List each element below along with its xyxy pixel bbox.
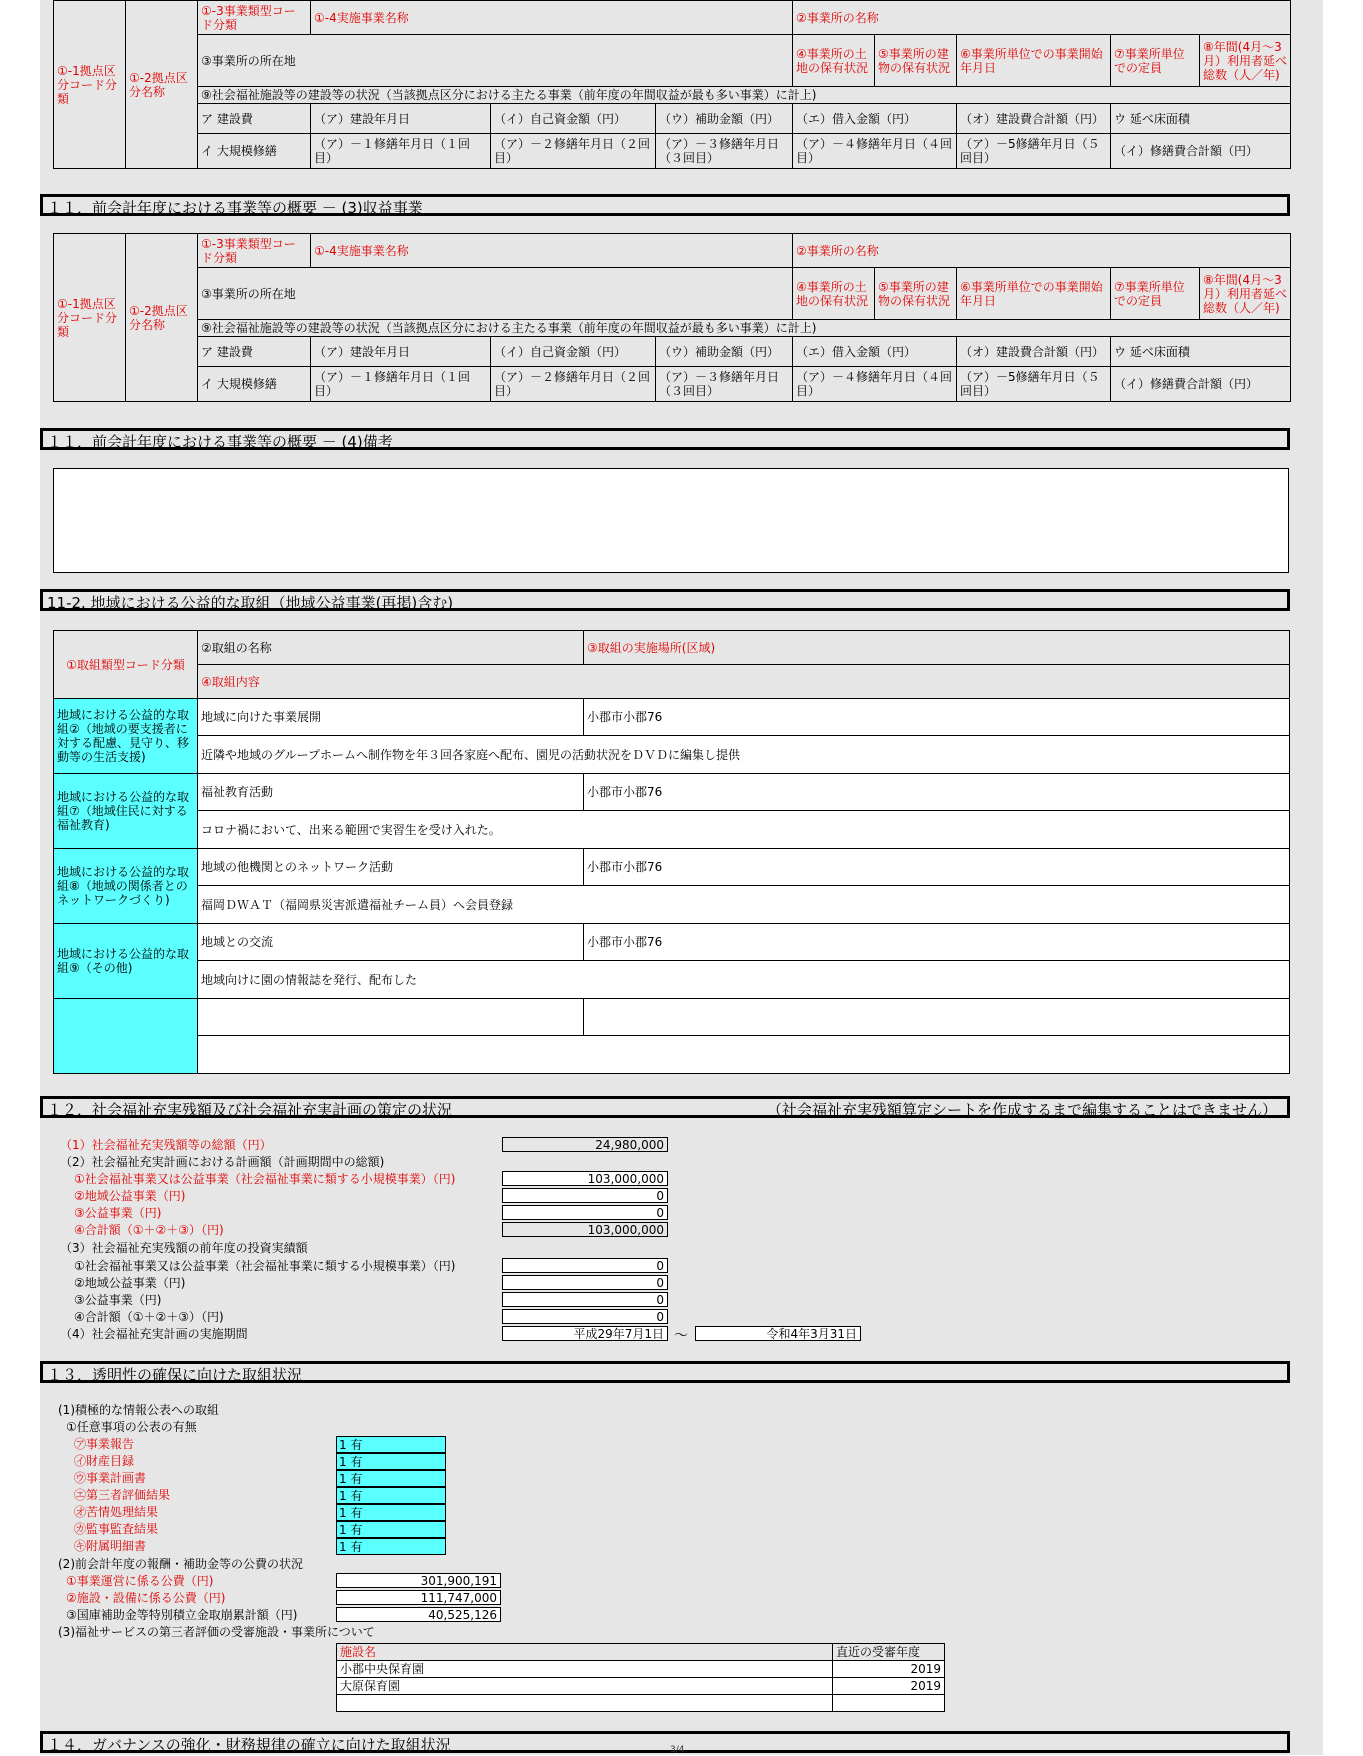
initiative-type-cell[interactable]: 地域における公益的な取組⑨（その他) [54,924,198,999]
construction-status-header: ⑨社会福祉施設等の建設等の状況（当該拠点区分における主たる事業（前年度の年間収益が最も多い事業）に計上) [198,320,1291,337]
section-11-2-title: 11-2. 地域における公益的な取組（地域公益事業(再掲)含む) [47,594,454,612]
initiative-name-cell[interactable]: 地域との交流 [198,924,584,961]
period-tilde: ～ [674,1328,688,1344]
disclosure-item-label: ㋐事業報告 [74,1437,135,1451]
initiative-content-header: ④取組内容 [198,665,1290,699]
invest-local-value[interactable]: 0 [502,1275,668,1290]
initiative-type-cell[interactable] [54,999,198,1074]
section-11-4-title: １１．前会計年度における事業等の概要 － (4)備考 [47,433,393,451]
repair-date-1-label: （ア）－１修繕年月日（１回目） [311,134,491,169]
section-12-header [40,1096,1290,1118]
enhancement-total-value: 24,980,000 [502,1137,668,1152]
plan-local-label: ②地域公益事業（円) [74,1189,186,1203]
initiative-content-cell[interactable] [198,1036,1290,1074]
repair-date-5-label: （ア）－5修繕年月日（５回目） [957,134,1111,169]
major-repair-label: イ 大規模修繕 [198,134,311,169]
initiative-content-cell[interactable]: 近隣や地域のグループホームへ制作物を年３回各家庭へ配布、園児の活動状況をＤＶＤに編集し提供 [198,736,1290,774]
initiative-type-header: ①取組類型コード分類 [54,631,198,699]
base-code-header: ①-1拠点区分コード分類 [54,1,126,169]
invest-sum-label: ④合計額（①＋②＋③）（円) [74,1310,224,1324]
initiative-type-cell[interactable]: 地域における公益的な取組⑧（地域の関係者とのネットワークづくり) [54,849,198,924]
plan-welfare-label: ①社会福祉事業又は公益事業（社会福祉事業に類する小規模事業）（円) [74,1172,456,1186]
initiative-name-cell[interactable]: 福祉教育活動 [198,774,584,811]
investment-label: （3）社会福祉充実残額の前年度の投資実績額 [60,1241,308,1255]
remarks-textarea[interactable] [53,468,1289,573]
invest-public-value[interactable]: 0 [502,1292,668,1307]
construction-date-label: （ア）建設年月日 [311,337,491,367]
third-party-eval-table [336,1643,945,1712]
construction-date-label: （ア）建設年月日 [311,104,491,134]
initiative-name-header: ②取組の名称 [198,631,584,665]
section-12-note: （社会福祉充実残額算定シートを作成するまで編集することはできません） [766,1101,1277,1119]
land-ownership-header: ④事業所の土地の保有状況 [793,268,875,320]
optional-items-label: ①任意事項の公表の有無 [66,1420,197,1434]
plan-period-start[interactable]: 平成29年7月1日 [502,1326,668,1341]
facility-year-cell[interactable]: 2019 [833,1661,945,1678]
disclosure-item-value[interactable]: 1 有 [336,1521,446,1538]
disclosure-item-value[interactable]: 1 有 [336,1470,446,1487]
disclosure-item-label: ㋒事業計画書 [74,1471,147,1485]
facility-grid-top [53,0,1291,169]
initiative-type-cell[interactable]: 地域における公益的な取組⑦（地域住民に対する福祉教育) [54,774,198,849]
section-11-4-header [40,428,1290,450]
capacity-header: ⑦事業所単位での定員 [1111,35,1200,87]
initiative-place-cell[interactable]: 小郡市小郡76 [584,849,1290,886]
plan-welfare-value[interactable]: 103,000,000 [502,1171,668,1186]
start-date-header: ⑥事業所単位での事業開始年月日 [957,35,1111,87]
plan-public-value[interactable]: 0 [502,1205,668,1220]
invest-welfare-value[interactable]: 0 [502,1258,668,1273]
repair-date-5-label: （ア）－5修繕年月日（５回目） [957,367,1111,402]
disclosure-item-label: ㋖附属明細書 [74,1539,147,1553]
section-13-header [40,1361,1290,1383]
base-code-header: ①-1拠点区分コード分類 [54,234,126,402]
disclosure-item-value[interactable]: 1 有 [336,1504,446,1521]
repair-date-4-label: （ア）－４修繕年月日（４回目） [793,367,957,402]
facility-name-cell[interactable] [337,1695,833,1712]
base-name-header: ①-2拠点区分名称 [126,234,198,402]
construction-status-header: ⑨社会福祉施設等の建設等の状況（当該拠点区分における主たる事業（前年度の年間収益が最も多い事業）に計上) [198,87,1291,104]
subsidy-reserve-value[interactable]: 40,525,126 [336,1607,501,1622]
base-name-header: ①-2拠点区分名称 [126,1,198,169]
facility-funds-value[interactable]: 111,747,000 [336,1590,501,1605]
building-ownership-header: ⑤事業所の建物の保有状況 [875,35,957,87]
office-name-header: ②事業所の名称 [793,1,1291,35]
disclosure-item-label: ㋕監事監査結果 [74,1522,159,1536]
initiative-name-cell[interactable]: 地域に向けた事業展開 [198,699,584,736]
facility-name-header: 施設名 [337,1644,833,1661]
facility-year-cell[interactable]: 2019 [833,1678,945,1695]
repair-date-3-label: （ア）－３修繕年月日（３回目） [656,367,793,402]
initiative-place-header: ③取組の実施場所(区域) [584,631,1290,665]
initiative-place-cell[interactable]: 小郡市小郡76 [584,924,1290,961]
disclosure-item-label: ㋔苦情処理結果 [74,1505,159,1519]
construction-cost-label: ア 建設費 [198,337,311,367]
initiative-content-cell[interactable]: コロナ禍において、出来る範囲で実習生を受け入れた。 [198,811,1290,849]
plan-public-label: ③公益事業（円) [74,1206,162,1220]
disclosure-item-value[interactable]: 1 有 [336,1538,446,1555]
facility-name-cell[interactable]: 大原保育園 [337,1678,833,1695]
initiative-content-cell[interactable]: 福岡ＤＷＡＴ（福岡県災害派遣福祉チーム員）へ会員登録 [198,886,1290,924]
plan-amount-label: （2）社会福祉充実計画における計画額（計画期間中の総額) [60,1155,385,1169]
annual-users-header: ⑧年間(4月～3月）利用者延べ総数（人／年) [1200,35,1291,87]
own-funds-label: （イ）自己資金額（円） [491,337,656,367]
section-11-3-header [40,194,1290,216]
section-14-title: １４．ガバナンスの強化・財務規律の確立に向けた取組状況 [47,1736,451,1754]
report-sheet [40,0,1323,1755]
section-11-3-title: １１．前会計年度における事業等の概要 － (3)収益事業 [47,199,423,217]
operation-funds-label: ①事業運営に係る公費（円) [66,1574,214,1588]
invest-local-label: ②地域公益事業（円) [74,1276,186,1290]
office-address-header: ③事業所の所在地 [198,268,793,320]
repair-date-4-label: （ア）－４修繕年月日（４回目） [793,134,957,169]
initiative-place-cell[interactable] [584,999,1290,1036]
section-12-title: １２．社会福祉充実残額及び社会福祉充実計画の策定の状況 [47,1101,453,1119]
office-name-header: ②事業所の名称 [793,234,1291,268]
disclosure-item-label: ㋓第三者評価結果 [74,1488,171,1502]
floor-area-label: ウ 延べ床面積 [1111,337,1291,367]
initiative-place-cell[interactable]: 小郡市小郡76 [584,699,1290,736]
disclosure-item-label: ㋑財産目録 [74,1454,135,1468]
invest-public-label: ③公益事業（円) [74,1293,162,1307]
repair-date-1-label: （ア）－１修繕年月日（１回目） [311,367,491,402]
public-interest-table [53,630,1290,1074]
subsidy-label: （ウ）補助金額（円） [656,337,793,367]
latest-year-header: 直近の受審年度 [833,1644,945,1661]
business-type-header: ①-3事業類型コード分類 [198,234,311,268]
disclosure-item-value[interactable]: 1 有 [336,1487,446,1504]
facility-year-cell[interactable] [833,1695,945,1712]
initiative-name-cell[interactable]: 地域の他機関とのネットワーク活動 [198,849,584,886]
own-funds-label: （イ）自己資金額（円） [491,104,656,134]
facility-grid-revenue [53,233,1291,402]
operation-funds-value[interactable]: 301,900,191 [336,1573,501,1588]
repair-total-label: （イ）修繕費合計額（円） [1111,134,1291,169]
public-funds-label: (2)前会計年度の報酬・補助金等の公費の状況 [58,1557,303,1571]
facility-name-cell[interactable]: 小郡中央保育園 [337,1661,833,1678]
business-name-header: ①-4実施事業名称 [311,1,793,35]
land-ownership-header: ④事業所の土地の保有状況 [793,35,875,87]
disclosure-item-value[interactable]: 1 有 [336,1436,446,1453]
section-14-header [40,1731,1290,1753]
plan-period-end[interactable]: 令和4年3月31日 [695,1326,861,1341]
invest-welfare-label: ①社会福祉事業又は公益事業（社会福祉事業に類する小規模事業）（円) [74,1259,456,1273]
initiative-place-cell[interactable]: 小郡市小郡76 [584,774,1290,811]
disclosure-item-value[interactable]: 1 有 [336,1453,446,1470]
plan-sum-value: 103,000,000 [502,1222,668,1237]
construction-cost-label: ア 建設費 [198,104,311,134]
repair-date-2-label: （ア）－２修繕年月日（２回目） [491,367,656,402]
floor-area-label: ウ 延べ床面積 [1111,104,1291,134]
plan-sum-label: ④合計額（①＋②＋③）（円) [74,1223,224,1237]
business-type-header: ①-3事業類型コード分類 [198,1,311,35]
plan-local-value[interactable]: 0 [502,1188,668,1203]
capacity-header: ⑦事業所単位での定員 [1111,268,1200,320]
subsidy-reserve-label: ③国庫補助金等特別積立金取崩累計額（円) [66,1608,298,1622]
loan-label: （エ）借入金額（円） [793,104,957,134]
office-address-header: ③事業所の所在地 [198,35,793,87]
start-date-header: ⑥事業所単位での事業開始年月日 [957,268,1111,320]
annual-users-header: ⑧年間(4月～3月）利用者延べ総数（人／年) [1200,268,1291,320]
initiative-name-cell[interactable] [198,999,584,1036]
business-name-header: ①-4実施事業名称 [311,234,793,268]
section-11-2-header [40,589,1290,611]
repair-date-2-label: （ア）－２修繕年月日（２回目） [491,134,656,169]
subsidy-label: （ウ）補助金額（円） [656,104,793,134]
construction-total-label: （オ）建設費合計額（円） [957,337,1111,367]
major-repair-label: イ 大規模修繕 [198,367,311,402]
construction-total-label: （オ）建設費合計額（円） [957,104,1111,134]
section-13-title: １３．透明性の確保に向けた取組状況 [47,1366,303,1384]
initiative-type-cell[interactable]: 地域における公益的な取組②（地域の要支援者に対する配慮、見守り、移動等の生活支援) [54,699,198,774]
plan-period-label: （4）社会福祉充実計画の実施期間 [60,1327,248,1341]
building-ownership-header: ⑤事業所の建物の保有状況 [875,268,957,320]
page-number: 3/4 [670,1745,685,1755]
loan-label: （エ）借入金額（円） [793,337,957,367]
repair-date-3-label: （ア）－３修繕年月日（３回目） [656,134,793,169]
initiative-content-cell[interactable]: 地域向けに園の情報誌を発行、配布した [198,961,1290,999]
enhancement-total-label: （1）社会福祉充実残額等の総額（円） [60,1138,272,1152]
third-party-eval-label: (3)福祉サービスの第三者評価の受審施設・事業所について [58,1625,375,1639]
invest-sum-value: 0 [502,1309,668,1324]
facility-funds-label: ②施設・設備に係る公費（円) [66,1591,226,1605]
repair-total-label: （イ）修繕費合計額（円） [1111,367,1291,402]
disclosure-label: (1)積極的な情報公表への取組 [58,1403,219,1417]
